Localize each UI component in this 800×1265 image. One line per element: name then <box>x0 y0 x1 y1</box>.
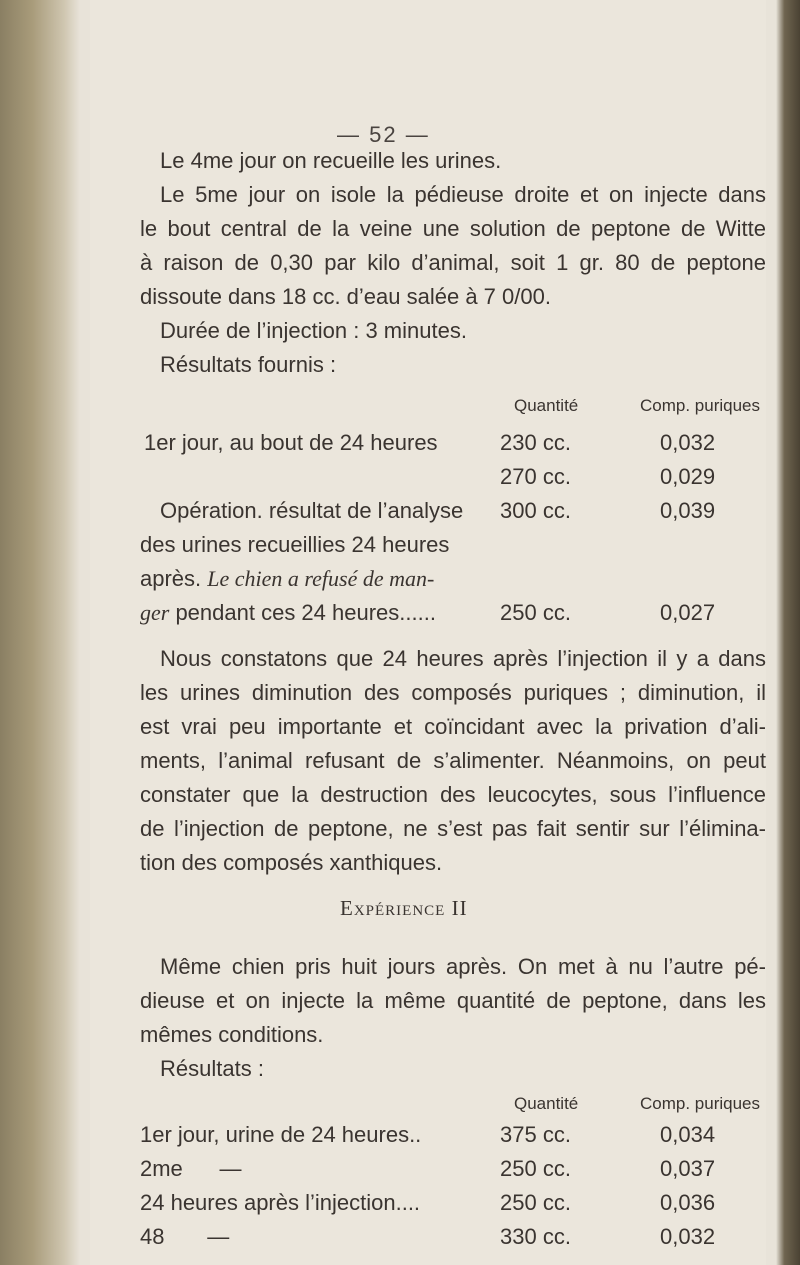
table2-row-label: 48 — <box>140 1224 230 1249</box>
para1-line-2: Le 5me jour on isole la pédieuse droite et on injecte dans <box>160 182 766 207</box>
table1-row-comp: 0,032 <box>660 430 716 455</box>
table1-row-qty: 300 cc. <box>500 498 571 523</box>
table1-row-qty: 230 cc. <box>500 430 571 455</box>
table1-row-label: 1er jour, au bout de 24 heures <box>144 430 438 455</box>
binding-gutter <box>0 0 80 1265</box>
table2-row-label: 2me — <box>140 1156 242 1181</box>
table2-row-qty: 375 cc. <box>500 1122 571 1147</box>
table1-header-comp: Comp. puriques <box>640 396 761 415</box>
para1-line-7: Résultats fournis : <box>160 352 337 377</box>
para2-line-5: constater que la destruction des leucocytes, sous l’influence <box>140 782 766 807</box>
table2-row-comp: 0,034 <box>660 1122 716 1147</box>
table1-row-label <box>140 566 434 592</box>
table2-row-qty: 250 cc. <box>500 1190 571 1215</box>
table1-row-label <box>140 600 436 626</box>
table2-header-comp: Comp. puriques <box>640 1094 761 1113</box>
para2-line-3: est vrai peu importante et coïncidant avec la privation d’ali- <box>140 714 766 739</box>
para2-line-6: de l’injection de peptone, ne s’est pas fait sentir sur l’élimina- <box>140 816 766 841</box>
table2-row-label: 1er jour, urine de 24 heures.. <box>140 1122 422 1147</box>
para2-line-2: les urines diminution des composés puriques ; diminution, il <box>140 680 766 705</box>
table2-row-label: 24 heures après l’injection.... <box>140 1190 421 1215</box>
para1-line-3: le bout central de la veine une solution de peptone de Witte <box>140 216 766 241</box>
table1-row-comp: 0,029 <box>660 464 716 489</box>
page-number: — 52 — <box>337 122 430 147</box>
table1-row-comp: 0,039 <box>660 498 716 523</box>
table2-row-comp: 0,037 <box>660 1156 716 1181</box>
table2-row-qty: 330 cc. <box>500 1224 571 1249</box>
para2-line-4: ments, l’animal refusant de s’alimenter. Néanmoins, on peut <box>140 748 766 773</box>
para3-line-3: mêmes conditions. <box>140 1022 324 1047</box>
table1-row-qty: 250 cc. <box>500 600 571 625</box>
table1-row-label: des urines recueillies 24 heures <box>140 532 450 557</box>
table1-row-label: Opération. résultat de l’analyse <box>160 498 464 523</box>
para2-line-1: Nous constatons que 24 heures après l’injection il y a dans <box>160 646 766 671</box>
para3-line-2: dieuse et on injecte la même quantité de peptone, dans les <box>140 988 766 1013</box>
table2-header-quantity: Quantité <box>514 1094 579 1113</box>
para3-line-1: Même chien pris huit jours après. On met à nu l’autre pé- <box>160 954 766 979</box>
table1-row-qty: 270 cc. <box>500 464 571 489</box>
para1-line-5: dissoute dans 18 cc. d’eau salée à 7 0/00. <box>140 284 551 309</box>
page-edge <box>776 0 800 1265</box>
para3-line-4: Résultats : <box>160 1056 264 1081</box>
label-italic-text: ger <box>140 600 170 625</box>
table2-row-qty: 250 cc. <box>500 1156 571 1181</box>
table1-row-comp: 0,027 <box>660 600 716 625</box>
label-plain-text: après. <box>140 566 208 591</box>
table2-row-comp: 0,032 <box>660 1224 716 1249</box>
label-plain-text: pendant ces 24 heures...... <box>169 600 436 625</box>
table2-row-comp: 0,036 <box>660 1190 716 1215</box>
para2-line-7: tion des composés xanthiques. <box>140 850 443 875</box>
table1-header-quantity: Quantité <box>514 396 579 415</box>
para1-line-4: à raison de 0,30 par kilo d’animal, soit 1 gr. 80 de peptone <box>140 250 766 275</box>
para1-line-1: Le 4me jour on recueille les urines. <box>160 148 502 173</box>
section-title: Expérience II <box>340 896 468 920</box>
label-italic-text: Le chien a refusé de man- <box>207 566 435 591</box>
para1-line-6: Durée de l’injection : 3 minutes. <box>160 318 467 343</box>
